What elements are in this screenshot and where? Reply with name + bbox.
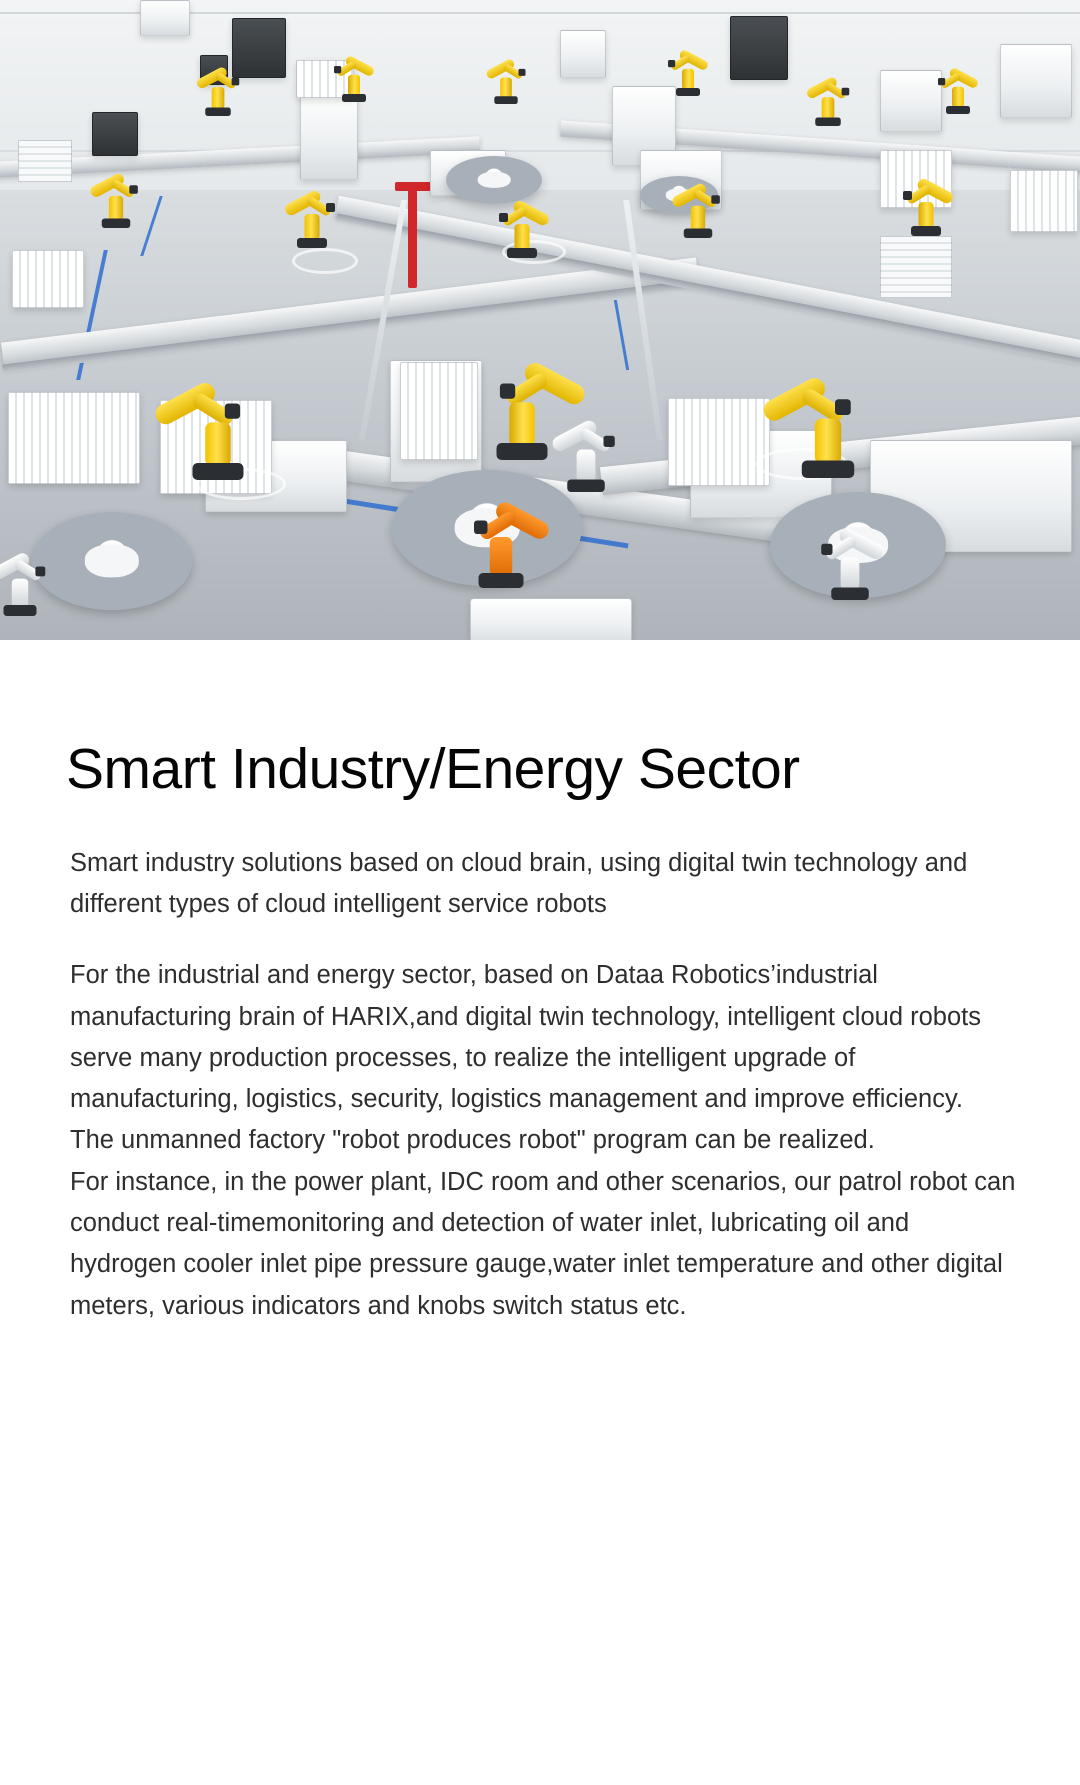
hero-image	[0, 0, 1080, 640]
machine-enclosure	[1000, 44, 1072, 118]
page-title: Smart Industry/Energy Sector	[66, 737, 800, 801]
machine-enclosure	[140, 0, 190, 36]
floor-halo	[292, 248, 358, 274]
red-support-crossbar	[395, 182, 431, 191]
tray-rack	[12, 250, 84, 308]
article-body	[0, 925, 1080, 1327]
article-paragraph: For the industrial and energy sector, based on Dataa Robotics’industrial manufacturing brain of HARIX,and digital twin technology, intelligent cloud robots serve many production processes, to realize the intelligent upgrade of manufacturing, logistics, security, logistics management and improve efficiency.	[70, 961, 981, 1114]
parts-shelf	[18, 140, 72, 182]
robot-arm	[666, 45, 711, 96]
article-paragraph: The unmanned factory "robot produces robot" program can be realized.	[70, 1126, 875, 1155]
article-paragraph: For instance, in the power plant, IDC room and other scenarios, our patrol robot can conduct real-timemonitoring and detection of water inlet, lubricating oil and hydrogen cooler inlet pipe pressure gauge,water inlet temperature and other digital meters, various indicators and knobs switch status etc.	[70, 1167, 1016, 1320]
robot-arm	[150, 293, 286, 480]
article-content	[0, 640, 1080, 1327]
red-support-post	[408, 190, 417, 288]
robot-arm	[670, 170, 727, 238]
robot-arm	[194, 62, 242, 116]
tray-rack	[8, 392, 140, 484]
robot-arm	[282, 176, 342, 248]
robot-arm	[88, 162, 145, 229]
machine-enclosure	[560, 30, 606, 78]
robot-arm	[896, 164, 956, 236]
robot-arm	[484, 54, 528, 104]
robot-arm	[332, 51, 377, 102]
machine-enclosure	[300, 92, 358, 180]
collaborative-robot-arm	[549, 392, 624, 492]
robot-arm	[804, 72, 852, 126]
turntable-disc	[32, 512, 192, 610]
robot-arm	[758, 286, 898, 479]
robot-arm	[936, 63, 981, 114]
collaborative-robot-arm	[813, 500, 888, 600]
machine-enclosure	[880, 70, 942, 132]
equipment-cabinet	[730, 16, 788, 80]
tray-rack	[668, 398, 770, 486]
factory-scene	[0, 0, 1080, 640]
article-lead-paragraph: Smart industry solutions based on cloud brain, using digital twin technology and different types of cloud intelligent service robots	[70, 848, 968, 918]
collaborative-robot-arm	[449, 498, 554, 588]
robot-arm	[492, 186, 552, 258]
machine-enclosure	[470, 598, 632, 640]
collaborative-robot-arm	[0, 528, 53, 616]
equipment-cabinet	[92, 112, 138, 156]
tray-rack	[1010, 170, 1078, 232]
